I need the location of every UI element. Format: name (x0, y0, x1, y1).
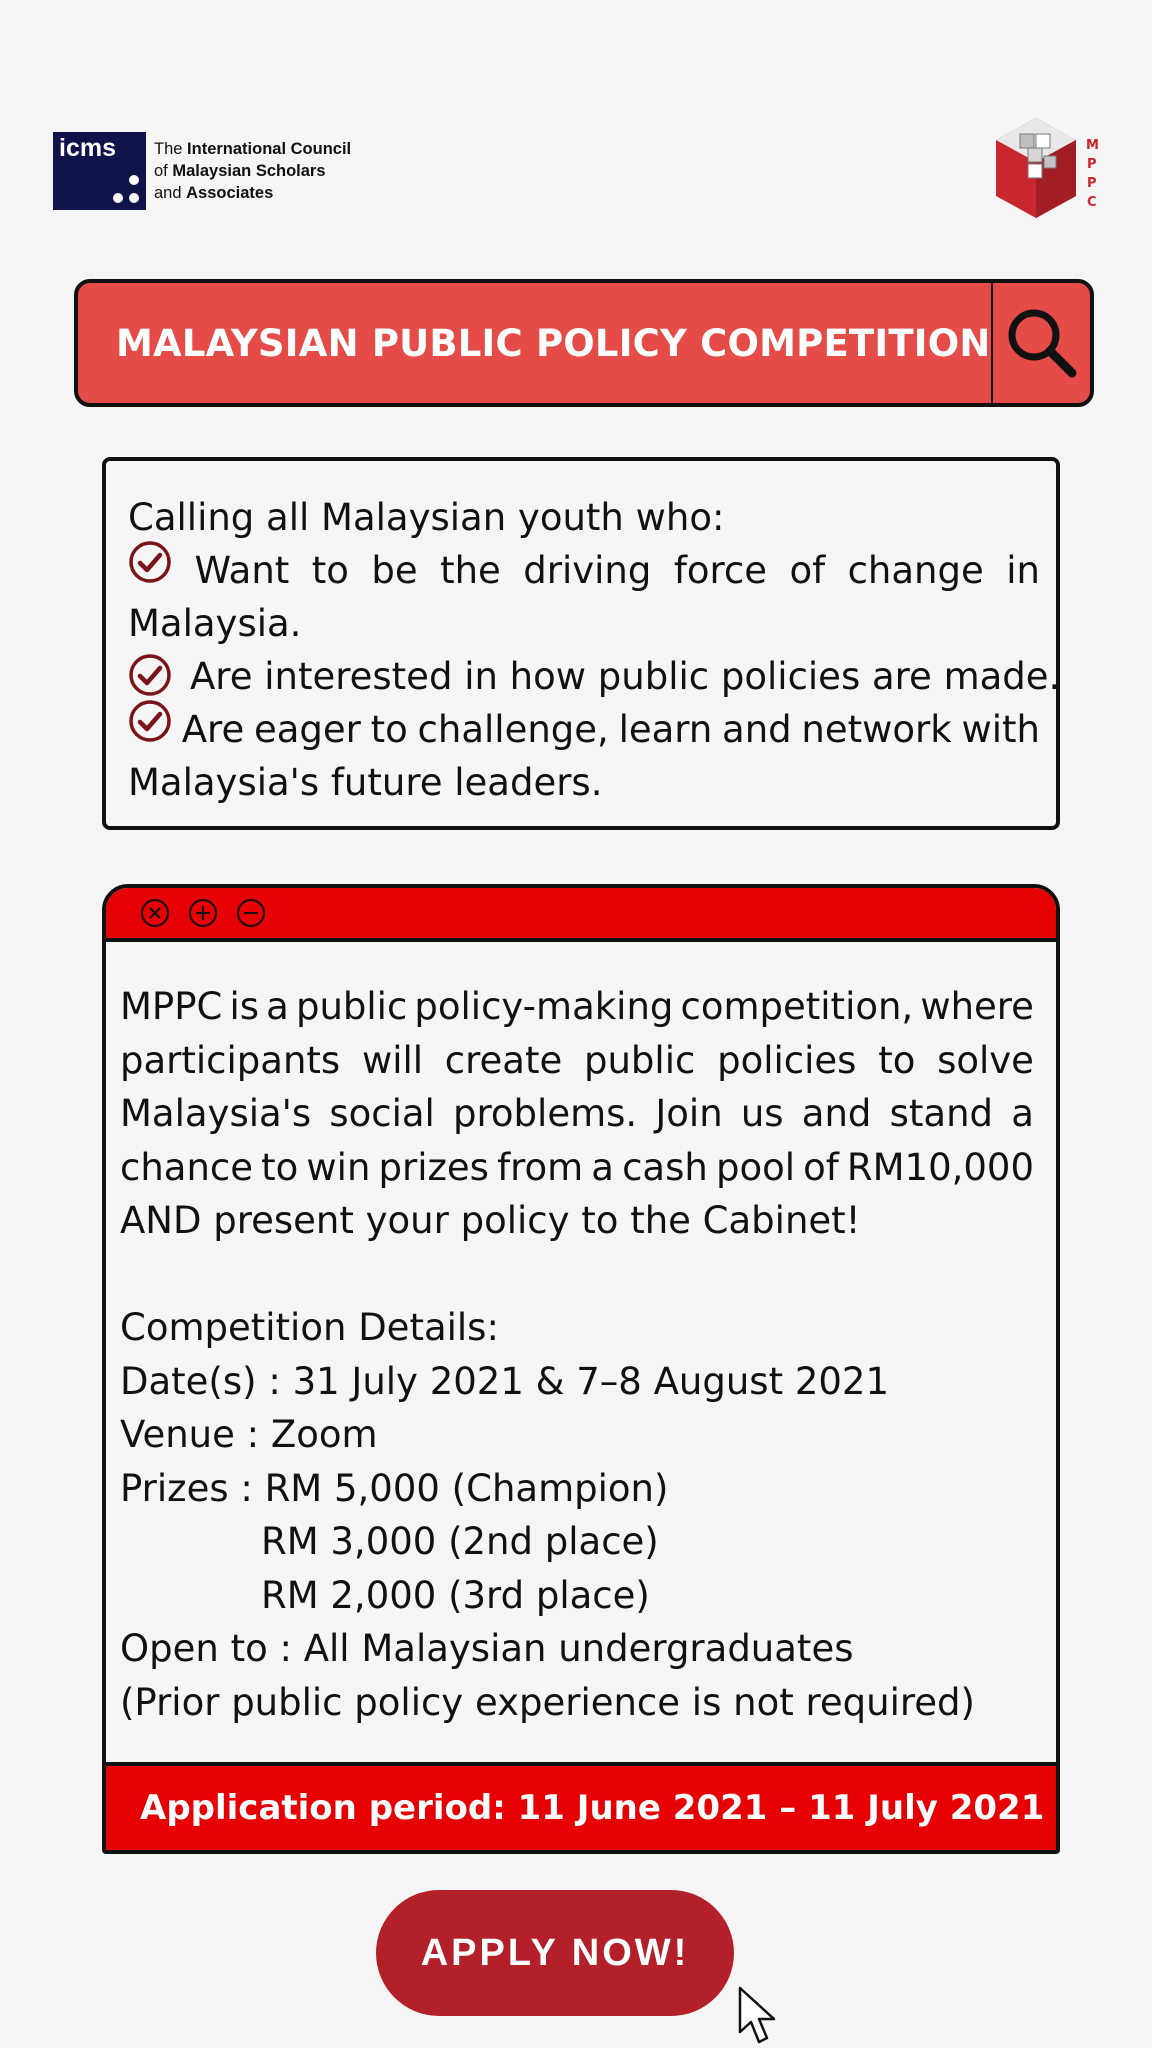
search-bar-title: MALAYSIAN PUBLIC POLICY COMPETITION (116, 321, 991, 365)
checklist-item-1-word: the (440, 549, 501, 592)
checklist-item-3-word: eager (253, 708, 361, 751)
description-line-3-word: stand (889, 1092, 994, 1135)
description-line-3 (120, 1087, 1034, 1141)
checklist-item-2-text: Are interested in how public policies are made. (190, 655, 1061, 698)
description-line-4-word: pool (715, 1145, 795, 1189)
icms-line1-bold: International Council (187, 140, 352, 158)
description-line-3-word: and (801, 1092, 872, 1135)
description-line-2-word: create (444, 1038, 563, 1082)
icms-dots-icon (108, 172, 142, 206)
application-period-bar[interactable] (106, 1762, 1056, 1850)
checklist-item-3-word: Are (181, 708, 245, 751)
checklist-item-3-line2: Malaysia's future leaders. (128, 761, 603, 804)
icms-line2-bold: Malaysian Scholars (172, 162, 326, 180)
window-content (106, 942, 1056, 1729)
description-line-1-word: policy-making (414, 985, 674, 1028)
icms-name (154, 138, 351, 204)
window-titlebar (106, 888, 1056, 942)
description-line-3-word: us (740, 1092, 784, 1135)
description-line-2-word: policies (717, 1038, 857, 1082)
description-line-3-word: a (1011, 1092, 1034, 1135)
search-bar[interactable] (74, 279, 1094, 407)
icms-line3-bold: Associates (186, 184, 274, 202)
description-line-2-word: solve (937, 1038, 1034, 1082)
description-line-4-word: of (803, 1145, 839, 1189)
description-line-1-word: a (266, 985, 289, 1028)
details-prize-2: RM 3,000 (2nd place) (261, 1520, 659, 1563)
description-line-2-word: participants (120, 1038, 341, 1082)
description-line-4 (120, 1141, 1034, 1195)
description-line-1-word: is (229, 985, 260, 1028)
description-line-1 (120, 980, 1034, 1034)
checklist-item-3-word: challenge, (417, 708, 609, 751)
minus-icon[interactable] (236, 898, 266, 928)
checklist-item-3-line1 (128, 703, 1040, 756)
description-line-1-word: competition, (680, 985, 914, 1028)
callout-heading: Calling all Malaysian youth who: (128, 496, 725, 539)
icms-line1-prefix: The (154, 140, 188, 158)
checklist-item-1-line2: Malaysia. (128, 602, 302, 645)
check-circle-icon (128, 699, 172, 743)
checklist-item-2 (128, 650, 1061, 703)
paragraph-spacer (120, 1248, 1034, 1302)
description-line-5: AND present your policy to the Cabinet! (120, 1199, 861, 1242)
mppc-letter-c: C (1087, 195, 1097, 210)
description-line-3-word: Join (655, 1092, 723, 1135)
checklist-item-3-word: network (801, 708, 952, 751)
details-dates: Date(s) : 31 July 2021 & 7–8 August 2021 (120, 1359, 889, 1403)
icms-wordmark: icms (59, 134, 116, 162)
checklist-item-3-word: and (722, 708, 792, 751)
description-line-4-word: cash (622, 1145, 708, 1189)
details-open-to: Open to : All Malaysian undergraduates (120, 1627, 854, 1670)
application-period-text: Application period: 11 June 2021 – 11 July 2021 (140, 1788, 1045, 1828)
close-icon[interactable] (140, 898, 170, 928)
description-line-1-word: MPPC (120, 985, 223, 1028)
callout-box (102, 457, 1060, 830)
checklist-item-1-word: Want (194, 549, 290, 592)
apply-now-button[interactable]: APPLY NOW! (376, 1890, 734, 2016)
description-line-3-word: problems. (453, 1092, 638, 1135)
icms-logo-box (53, 132, 146, 210)
details-note: (Prior public policy experience is not required) (120, 1680, 975, 1724)
checklist-item-3-word: with (961, 708, 1040, 751)
mppc-letter-p1: P (1087, 157, 1097, 172)
check-circle-icon (128, 540, 172, 584)
checklist-item-1-word: in (1006, 549, 1040, 592)
search-button[interactable] (993, 283, 1090, 403)
description-line-4-word: prizes (378, 1145, 489, 1189)
mppc-logo (990, 112, 1102, 232)
description-line-2-word: public (584, 1038, 696, 1082)
checklist-item-1-word: to (311, 549, 349, 592)
description-line-2-word: will (361, 1038, 424, 1082)
icms-line3-prefix: and (154, 184, 187, 202)
checklist-item-1-word: driving (523, 549, 652, 592)
icms-logo (53, 132, 351, 210)
mppc-letter-m: M (1086, 138, 1099, 153)
details-prize-1: Prizes : RM 5,000 (Champion) (120, 1466, 669, 1510)
check-circle-icon (128, 653, 172, 697)
details-venue: Venue : Zoom (120, 1413, 378, 1456)
search-icon (1004, 305, 1080, 381)
plus-icon[interactable] (188, 898, 218, 928)
description-line-4-word: a (591, 1145, 614, 1189)
checklist-item-3-word: to (370, 708, 408, 751)
checklist-item-1-word: be (371, 549, 418, 592)
details-heading: Competition Details: (120, 1306, 499, 1349)
mouse-cursor-icon (738, 1986, 780, 2046)
checklist-item-1-word: force (673, 549, 767, 592)
checklist-item-1-word: of (789, 549, 826, 592)
description-line-4-word: chance (120, 1145, 254, 1189)
checklist-item-1-line1 (128, 544, 1040, 597)
checklist-item-3-word: learn (618, 708, 713, 751)
description-line-4-word: from (497, 1145, 584, 1189)
description-line-1-word: where (920, 985, 1034, 1028)
mppc-letter-p2: P (1087, 176, 1097, 191)
description-line-2-word: to (878, 1038, 916, 1082)
description-line-1-word: public (295, 985, 408, 1028)
info-window (102, 884, 1060, 1854)
icms-line2-prefix: of (154, 162, 173, 180)
description-line-4-word: to (261, 1145, 299, 1189)
description-line-3-word: social (329, 1092, 435, 1135)
description-line-4-word: win (306, 1145, 371, 1189)
checklist-item-1-word: change (847, 549, 984, 592)
description-line-2 (120, 1034, 1034, 1088)
description-line-3-word: Malaysia's (120, 1092, 312, 1135)
details-prize-3: RM 2,000 (3rd place) (261, 1573, 650, 1617)
description-line-4-word: RM10,000 (846, 1145, 1034, 1189)
